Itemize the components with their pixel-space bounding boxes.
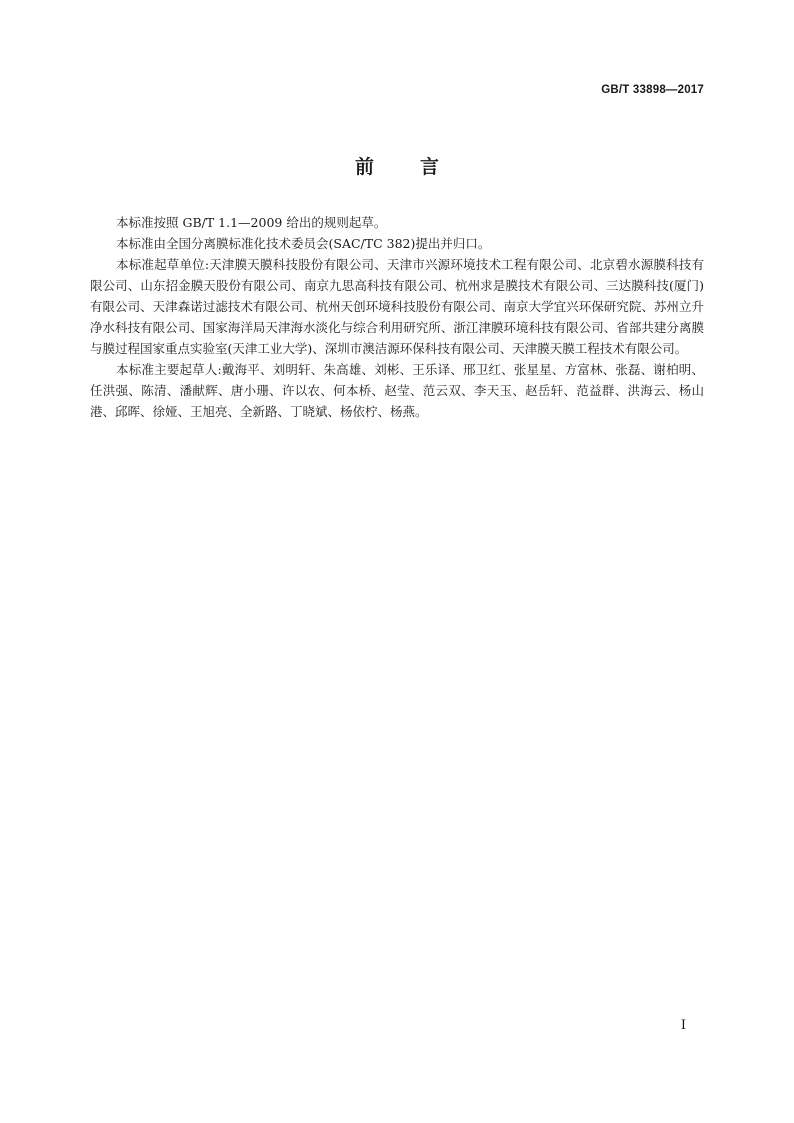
page-title: 前言 xyxy=(354,156,485,178)
standard-code: GB/T 33898—2017 xyxy=(601,84,704,96)
foreword-body xyxy=(90,212,704,422)
page-number: I xyxy=(680,1018,686,1033)
paragraph-drafting-units: 本标准起草单位:天津膜天膜科技股份有限公司、天津市兴源环境技术工程有限公司、北京碧水源膜科技有限公司、山东招金膜天股份有限公司、南京九思高科技有限公司、杭州求是膜技术有限公司、三达膜科技(厦门)有限公司、天津森诺过滤技术有限公司、杭州天创环境科技股份有限公司、南京大学宜兴环保研究院、苏州立升净水科技有限公司、国家海洋局天津海水淡化与综合利用研究所、浙江津膜环境科技有限公司、省部共建分离膜与膜过程国家重点实验室(天津工业大学)、深圳市澳洁源环保科技有限公司、天津膜天膜工程技术有限公司。 xyxy=(90,257,704,356)
paragraph-drafters: 本标准主要起草人:戴海平、刘明轩、朱高雄、刘彬、王乐译、邢卫红、张星星、方富林、张磊、谢柏明、任洪强、陈清、潘献辉、唐小珊、许以农、何本桥、赵莹、范云双、李天玉、赵岳轩、范益群、洪海云、杨山港、邱晖、徐娅、王旭亮、全新路、丁晓斌、杨依柠、杨燕。 xyxy=(90,362,704,419)
paragraph-drafting-rules: 本标准按照 GB/T 1.1—2009 给出的规则起草。 xyxy=(116,215,387,230)
paragraph-proposer: 本标准由全国分离膜标准化技术委员会(SAC/TC 382)提出并归口。 xyxy=(116,236,491,251)
